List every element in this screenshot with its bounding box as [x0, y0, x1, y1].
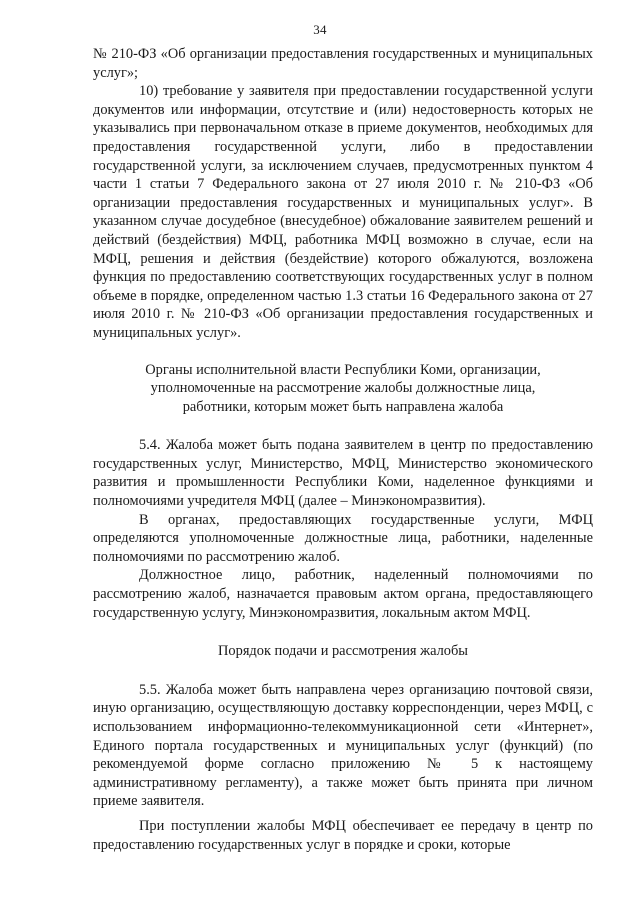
- paragraph-5-5-transfer: При поступлении жалобы МФЦ обеспечивает ее передачу в центр по предоставлению государственных услуг в порядке и сроки, которые: [93, 817, 593, 853]
- heading-line: Порядок подачи и рассмотрения жалобы: [218, 643, 468, 660]
- paragraph-5-5: 5.5. Жалоба может быть направлена через организацию почтовой связи, иную организацию, осуществляющую доставку корреспонденции, через МФЦ, с использованием информационно-телекоммуникационной сети «Интернет», Единого портала государственных и муниципальных услуг (функций) (по рекомендуемой форме согласно приложению № 5 к настоящему административному регламенту), а также может быть принята при личном приеме заявителя.: [93, 681, 593, 810]
- heading-line: Органы исполнительной власти Республики Коми, организации,: [145, 361, 541, 378]
- section-heading-authorities: [93, 361, 593, 417]
- heading-line: уполномоченные на рассмотрение жалобы должностные лица,: [150, 380, 536, 397]
- paragraph-item-10: 10) требование у заявителя при предоставлении государственной услуги документов или информации, отсутствие и (или) недостоверность которых не указывались при первоначальном отказе в приеме документов, необходимых для предоставления государственной услуги, либо в предоставлении государственной услуги, за исключением случаев, предусмотренных пунктом 4 части 1 статьи 7 Федерального закона от 27 июля 2010 г. № 210-ФЗ «Об организации предоставления государственных и муниципальных услуг». В указанном случае досудебное (внесудебное) обжалование заявителем решений и действий (бездействия) МФЦ, работника МФЦ возможно в случае, если на МФЦ, решения и действия (бездействие) которого обжалуются, возложена функция по предоставлению соответствующих государственных услуг в полном объеме в порядке, определенном частью 1.3 статьи 16 Федерального закона от 27 июля 2010 г. № 210-ФЗ «Об организации предоставления государственных и муниципальных услуг».: [93, 83, 593, 341]
- paragraph-5-4-officials: В органах, предоставляющих государственные услуги, МФЦ определяются уполномоченные должностные лица, работники, наделенные полномочиями по рассмотрению жалоб.: [93, 511, 593, 565]
- heading-line: работники, которым может быть направлена жалоба: [182, 398, 504, 415]
- paragraph-law-reference: № 210-ФЗ «Об организации предоставления государственных и муниципальных услуг»;: [93, 46, 593, 81]
- document-body: [93, 45, 593, 854]
- page-number: 34: [313, 22, 327, 37]
- paragraph-5-4: 5.4. Жалоба может быть подана заявителем в центр по предоставлению государственных услуг, Министерство, МФЦ, Министерство экономического развития и промышленности Республики Коми, наделенное функциями и полномочиями учредителя МФЦ (далее – Минэкономразвития).: [93, 437, 593, 510]
- section-heading-procedure: [93, 642, 593, 661]
- paragraph-5-4-appointment: Должностное лицо, работник, наделенный полномочиями по рассмотрению жалоб, назначается правовым актом органа, предоставляющего государственную услугу, Минэкономразвития, локальным актом МФЦ.: [93, 567, 593, 621]
